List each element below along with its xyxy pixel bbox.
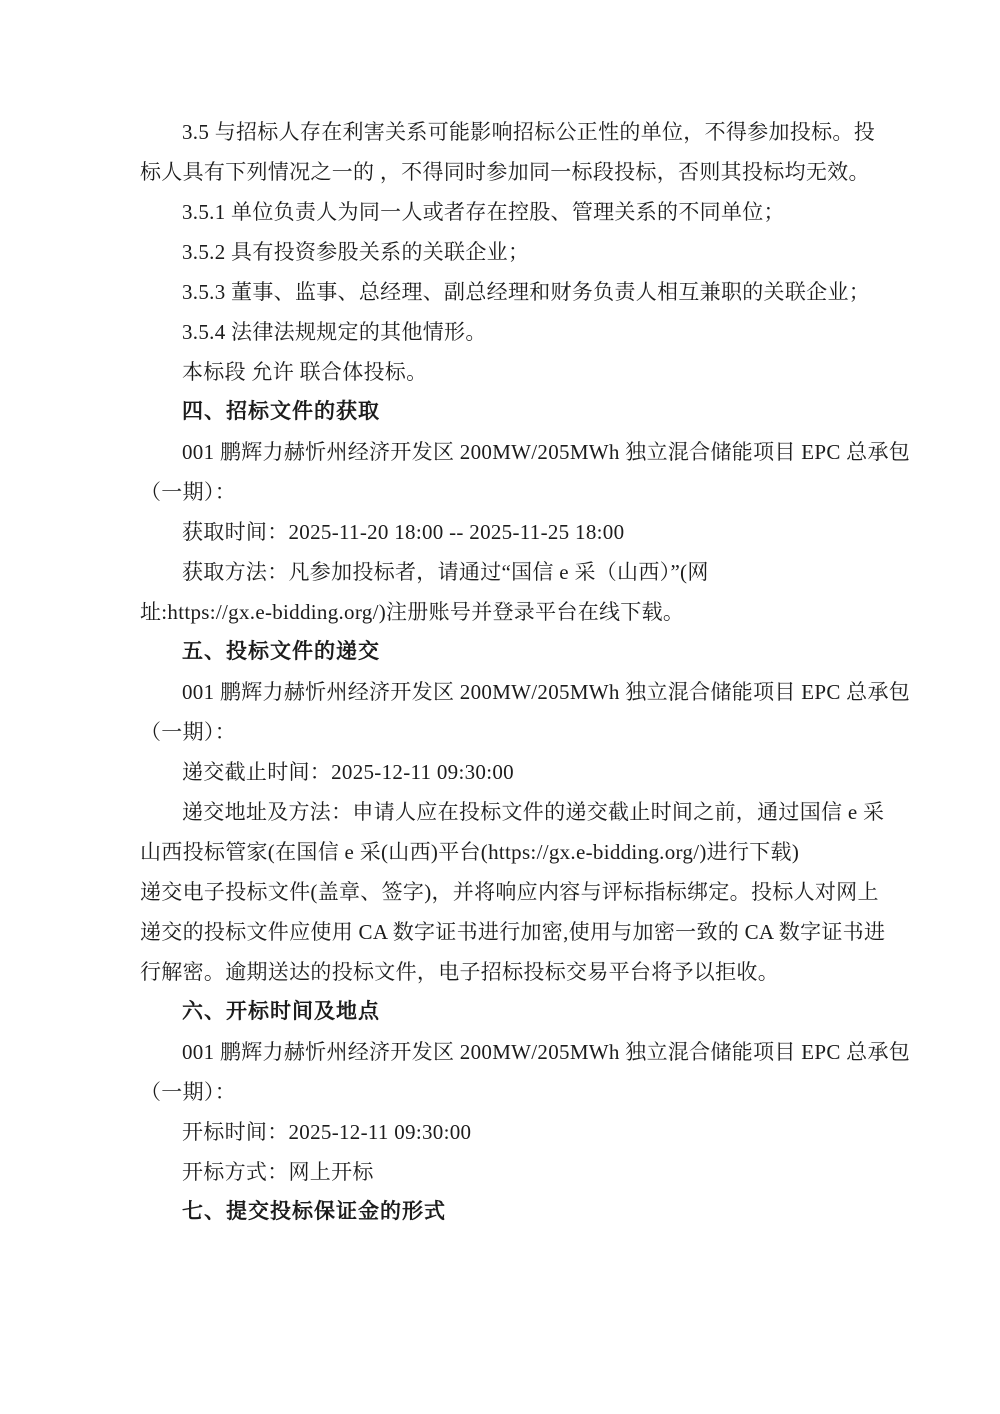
submission-method-line-5: 行解密。逾期送达的投标文件，电子招标投标交易平台将予以拒收。 <box>140 960 779 984</box>
submission-deadline: 递交截止时间：2025-12-11 09:30:00 <box>182 760 514 784</box>
section-4-package-line-2: （一期）： <box>140 480 236 504</box>
consortium-note: 本标段 允许 联合体投标。 <box>182 360 428 384</box>
submission-method-line-4: 递交的投标文件应使用 CA 数字证书进行加密,使用与加密一致的 CA 数字证书进 <box>140 920 886 944</box>
section-5-package-line-2: （一期）： <box>140 720 236 744</box>
acquisition-time: 获取时间：2025-11-20 18:00 -- 2025-11-25 18:00 <box>182 520 625 544</box>
clause-3-5-1: 3.5.1 单位负责人为同一人或者存在控股、管理关系的不同单位； <box>182 200 785 224</box>
acquisition-method-line-2: 址:https://gx.e-bidding.org/)注册账号并登录平台在线下载。 <box>140 600 685 624</box>
submission-method-line-1: 递交地址及方法：申请人应在投标文件的递交截止时间之前，通过国信 e 采 <box>182 800 885 824</box>
opening-time: 开标时间：2025-12-11 09:30:00 <box>182 1120 472 1144</box>
document-body <box>140 112 911 1232</box>
clause-3-5-2: 3.5.2 具有投资参股关系的关联企业； <box>182 240 530 264</box>
opening-method: 开标方式：网上开标 <box>182 1160 374 1184</box>
acquisition-method-line-1: 获取方法：凡参加投标者，请通过“国信 e 采（山西）”(网 <box>182 560 709 584</box>
clause-3-5-3: 3.5.3 董事、监事、总经理、副总经理和财务负责人相互兼职的关联企业； <box>182 280 871 304</box>
submission-method-line-2: 山西投标管家(在国信 e 采(山西)平台(https://gx.e-bidding.org/)进行下载) <box>140 840 800 864</box>
section-6-heading: 六、开标时间及地点 <box>182 1000 380 1023</box>
submission-method-line-3: 递交电子投标文件(盖章、签字)，并将响应内容与评标指标绑定。投标人对网上 <box>140 880 879 904</box>
section-6-package-line-1: 001 鹏辉力赫忻州经济开发区 200MW/205MWh 独立混合储能项目 EPC 总承包 <box>182 1040 911 1064</box>
section-5-package-line-1: 001 鹏辉力赫忻州经济开发区 200MW/205MWh 独立混合储能项目 EPC 总承包 <box>182 680 911 704</box>
clause-3-5-line-1: 3.5 与招标人存在利害关系可能影响招标公正性的单位，不得参加投标。投 <box>182 120 875 144</box>
section-6-package-line-2: （一期）： <box>140 1080 236 1104</box>
clause-3-5-line-2: 标人具有下列情况之一的 ，不得同时参加同一标段投标，否则其投标均无效。 <box>140 160 870 184</box>
section-4-heading: 四、招标文件的获取 <box>182 400 380 423</box>
section-7-heading: 七、提交投标保证金的形式 <box>182 1200 446 1223</box>
section-4-package-line-1: 001 鹏辉力赫忻州经济开发区 200MW/205MWh 独立混合储能项目 EPC 总承包 <box>182 440 911 464</box>
clause-3-5-4: 3.5.4 法律法规规定的其他情形。 <box>182 320 487 344</box>
section-5-heading: 五、投标文件的递交 <box>182 640 380 663</box>
